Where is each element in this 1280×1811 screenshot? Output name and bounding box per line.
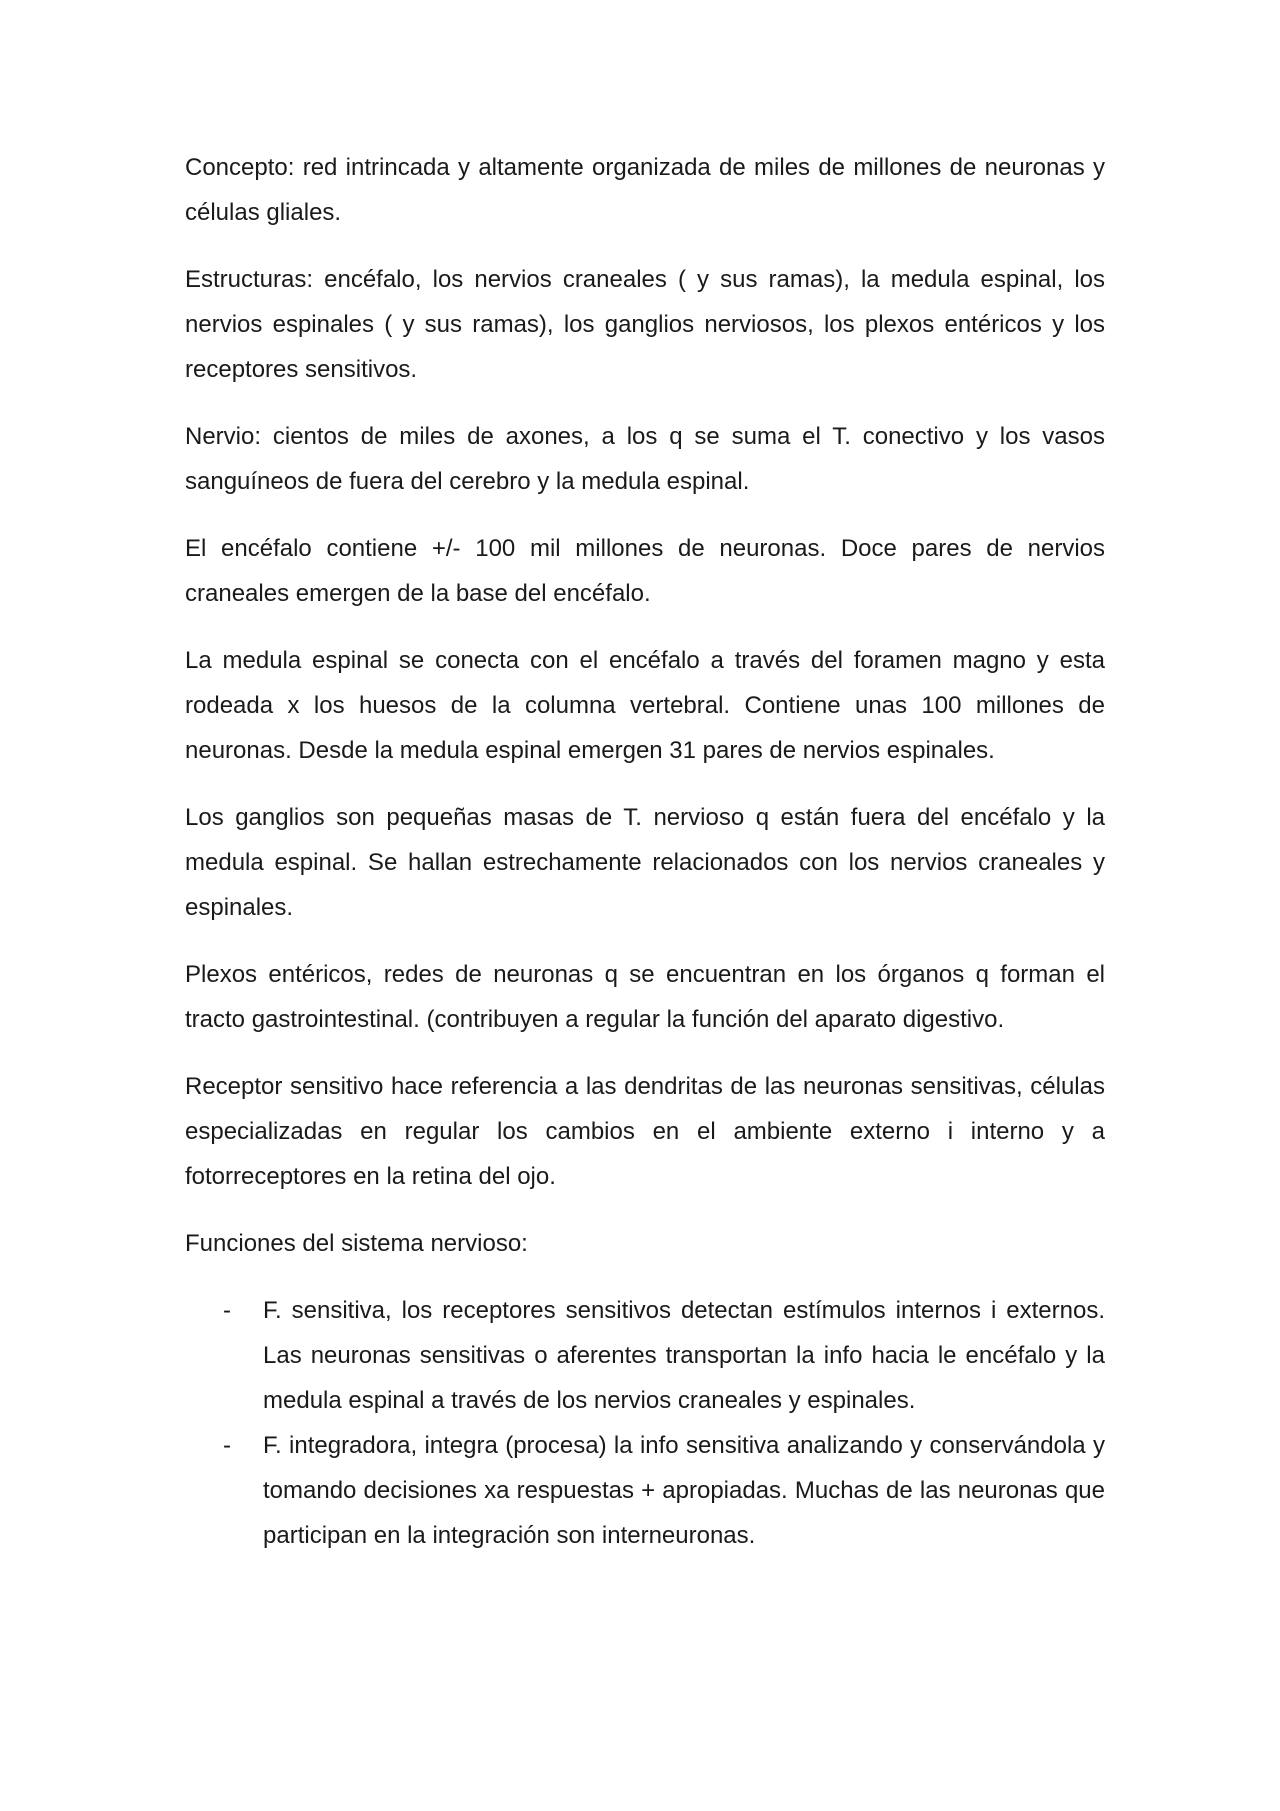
paragraph-ganglios: Los ganglios son pequeñas masas de T. nervioso q están fuera del encéfalo y la medula espinal. Se hallan estrechamente relacionados con los nervios craneales y espinales. <box>185 804 1105 921</box>
paragraph-medula-espinal: La medula espinal se conecta con el encéfalo a través del foramen magno y esta rodeada x los huesos de la columna vertebral. Contiene unas 100 millones de neuronas. Desde la medula espinal emergen 31 pares de nervios espinales. <box>185 647 1105 764</box>
bullet-dash: - <box>223 1297 231 1324</box>
paragraph-estructuras: Estructuras: encéfalo, los nervios craneales ( y sus ramas), la medula espinal, los nervios espinales ( y sus ramas), los ganglios nerviosos, los plexos entéricos y los receptores sensitivos. <box>185 266 1105 383</box>
list-item-text: F. sensitiva, los receptores sensitivos detectan estímulos internos i externos. Las neuronas sensitivas o aferentes transportan la info hacia le encéfalo y la medula espinal a través de los nervios craneales y espinales. <box>263 1297 1105 1414</box>
paragraph-plexos: Plexos entéricos, redes de neuronas q se encuentran en los órganos q forman el tracto gastrointestinal. (contribuyen a regular la función del aparato digestivo. <box>185 961 1105 1033</box>
functions-heading: Funciones del sistema nervioso: <box>185 1230 528 1257</box>
functions-list <box>185 1288 1105 1558</box>
paragraph-receptor: Receptor sensitivo hace referencia a las dendritas de las neuronas sensitivas, células especializadas en regular los cambios en el ambiente externo i interno y a fotorreceptores en la retina del ojo. <box>185 1073 1105 1190</box>
list-item-text: F. integradora, integra (procesa) la info sensitiva analizando y conservándola y tomando decisiones xa respuestas + apropiadas. Muchas de las neuronas que participan en la integración son interneuronas. <box>263 1432 1105 1549</box>
list-item-integradora <box>185 1423 1105 1558</box>
bullet-dash: - <box>223 1432 231 1459</box>
paragraph-concepto: Concepto: red intrincada y altamente organizada de miles de millones de neuronas y células gliales. <box>185 154 1105 226</box>
document-page <box>185 145 1105 1558</box>
paragraph-encefalo: El encéfalo contiene +/- 100 mil millones de neuronas. Doce pares de nervios craneales emergen de la base del encéfalo. <box>185 535 1105 607</box>
list-item-sensitiva <box>185 1288 1105 1423</box>
paragraph-nervio: Nervio: cientos de miles de axones, a los q se suma el T. conectivo y los vasos sanguíneos de fuera del cerebro y la medula espinal. <box>185 423 1105 495</box>
